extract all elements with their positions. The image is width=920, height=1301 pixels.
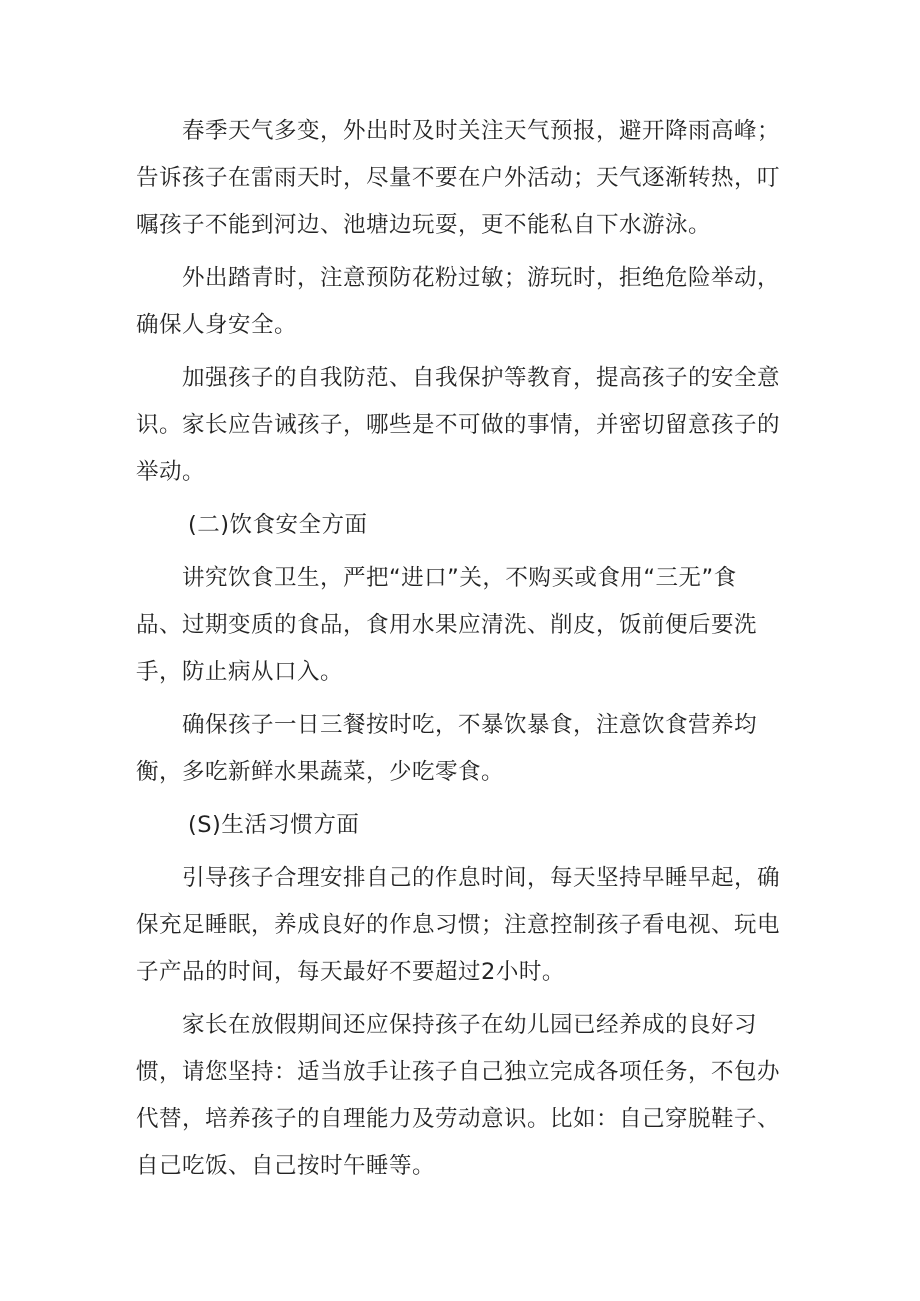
- paragraph-outing-safety: [136, 255, 792, 349]
- text-line: 衡，多吃新鲜水果蔬菜，少吃零食。: [136, 759, 505, 785]
- text-line: 识。家长应告诫孩子，哪些是不可做的事情，并密切留意孩子的: [136, 412, 781, 438]
- paragraph-weather-safety: [136, 108, 792, 249]
- paragraph-food-hygiene: [136, 555, 792, 696]
- text-line: 保充足睡眠，养成良好的作息习惯；注意控制孩子看电视、玩电: [136, 912, 781, 938]
- text-line: 品、过期变质的食品，食用水果应清洗、削皮，饭前便后要洗: [136, 612, 758, 638]
- text-line: 确保孩子一日三餐按时吃，不暴饮暴食，注意饮食营养均: [182, 712, 758, 738]
- text-line: 确保人身安全。: [136, 312, 298, 338]
- text-line: 嘱孩子不能到河边、池塘边玩耍，更不能私自下水游泳。: [136, 212, 712, 238]
- section-heading-living-habits: (S)生活习惯方面: [188, 812, 360, 838]
- paragraph-sleep-schedule: [136, 855, 792, 996]
- section-heading-food-safety: (二)饮食安全方面: [188, 512, 368, 538]
- text-line: 惯，请您坚持：适当放手让孩子自己独立完成各项任务，不包办: [136, 1059, 781, 1085]
- text-line: 子产品的时间，每天最好不要超过2小时。: [136, 959, 565, 985]
- text-line: 告诉孩子在雷雨天时，尽量不要在户外活动；天气逐渐转热，叮: [136, 165, 781, 191]
- text-line: 引导孩子合理安排自己的作息时间，每天坚持早睡早起，确: [182, 865, 781, 891]
- paragraph-good-habits: [136, 1002, 792, 1190]
- text-line: 举动。: [136, 459, 206, 485]
- text-line: 春季天气多变，外出时及时关注天气预报，避开降雨高峰；: [182, 118, 781, 144]
- text-line: 讲究饮食卫生，严把“进口”关，不购买或食用“三无”食: [182, 565, 737, 591]
- text-line: 家长在放假期间还应保持孩子在幼儿园已经养成的良好习: [182, 1012, 758, 1038]
- text-line: 代替，培养孩子的自理能力及劳动意识。比如：自己穿脱鞋子、: [136, 1106, 781, 1132]
- text-line: 外出踏青时，注意预防花粉过敏；游玩时，拒绝危险举动，: [182, 265, 781, 291]
- paragraph-self-protection: [136, 355, 792, 496]
- text-line: 手，防止病从口入。: [136, 659, 344, 685]
- paragraph-meals: [136, 702, 792, 796]
- text-line: 加强孩子的自我防范、自我保护等教育，提高孩子的安全意: [182, 365, 781, 391]
- text-line: 自己吃饭、自己按时午睡等。: [136, 1153, 436, 1179]
